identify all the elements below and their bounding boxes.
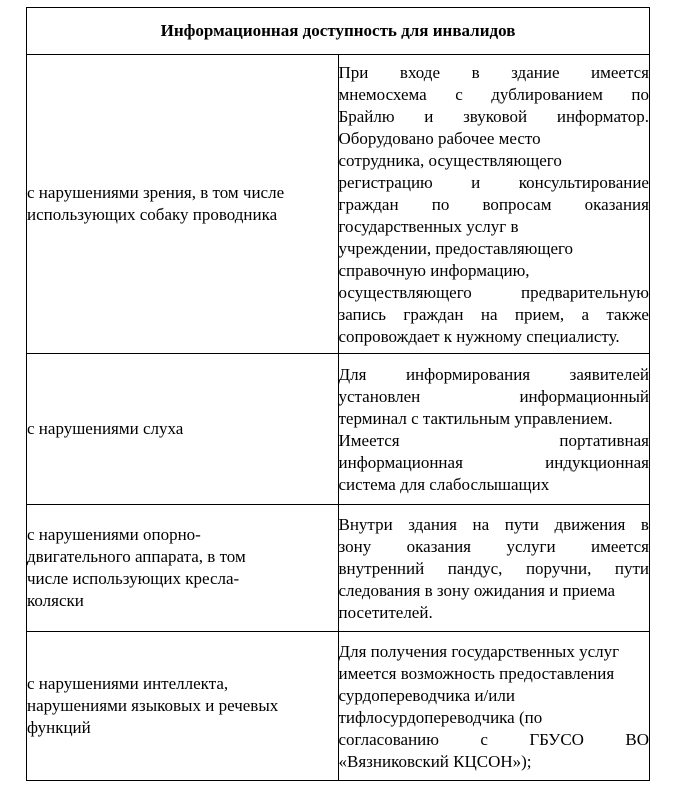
category-line: числе использующих кресла-: [27, 569, 240, 588]
description-line: терминал с тактильным управлением.: [338, 409, 613, 428]
description-line: информационная индукционная: [338, 453, 649, 472]
category-cell: [27, 55, 339, 354]
description-line: посетителей.: [338, 603, 433, 622]
category-cell: [27, 354, 339, 505]
description-line: осуществляющего предварительную: [338, 283, 649, 302]
description-line: сотрудника, осуществляющего: [338, 151, 562, 170]
category-line: с нарушениями интеллекта,: [27, 674, 229, 693]
description-cell: [338, 55, 650, 354]
description-line: регистрацию и консультирование: [338, 173, 649, 192]
description-line: граждан по вопросам оказания: [338, 195, 649, 214]
category-line: нарушениями языковых и речевых: [27, 696, 279, 715]
description-line: установлен информационный: [338, 387, 649, 406]
description-line: система для слабослышащих: [338, 475, 550, 494]
description-cell: [338, 505, 650, 632]
description-line: При входе в здание имеется: [338, 63, 649, 82]
category-cell: [27, 505, 339, 632]
category-line: с нарушениями зрения, в том числе: [27, 183, 285, 202]
description-line: государственных услуг в: [338, 217, 519, 236]
description-line: «Вязниковский КЦСОН»);: [338, 752, 532, 771]
category-line: двигательного аппарата, в том: [27, 547, 246, 566]
table-row: [27, 505, 650, 632]
description-line: сурдопереводчика и/или: [338, 686, 515, 705]
description-line: Для информирования заявителей: [338, 365, 649, 384]
category-cell: [27, 632, 339, 781]
category-line: коляски: [27, 591, 84, 610]
table-row: [27, 632, 650, 781]
description-line: запись граждан на прием, а также: [338, 305, 649, 324]
accessibility-table: [26, 7, 650, 781]
category-line: с нарушениями слуха: [27, 419, 184, 438]
category-line: функций: [27, 718, 91, 737]
description-line: справочную информацию,: [338, 261, 530, 280]
description-cell: [338, 632, 650, 781]
description-line: Внутри здания на пути движения в: [338, 515, 649, 534]
table-title: Информационная доступность для инвалидов: [27, 8, 650, 55]
description-line: Брайлю и звуковой информатор.: [338, 107, 649, 126]
description-line: учреждении, предоставляющего: [338, 239, 574, 258]
description-line: Оборудовано рабочее место: [338, 129, 541, 148]
description-line: следования в зону ожидания и приема: [338, 581, 616, 600]
description-line: тифлосурдопереводчика (по: [338, 708, 543, 727]
description-line: имеется возможность предоставления: [338, 664, 615, 683]
description-line: внутренний пандус, поручни, пути: [338, 559, 649, 578]
description-line: Имеется портативная: [338, 431, 649, 450]
description-line: зону оказания услуги имеется: [338, 537, 649, 556]
description-line: Для получения государственных услуг: [338, 642, 620, 661]
table-row: [27, 55, 650, 354]
category-line: использующих собаку проводника: [27, 205, 278, 224]
description-line: согласованию с ГБУСО ВО: [338, 730, 649, 749]
table-row: [27, 354, 650, 505]
description-line: мнемосхема с дублированием по: [338, 85, 649, 104]
description-line: сопровождает к нужному специалисту.: [338, 327, 620, 346]
description-cell: [338, 354, 650, 505]
category-line: с нарушениями опорно-: [27, 525, 201, 544]
